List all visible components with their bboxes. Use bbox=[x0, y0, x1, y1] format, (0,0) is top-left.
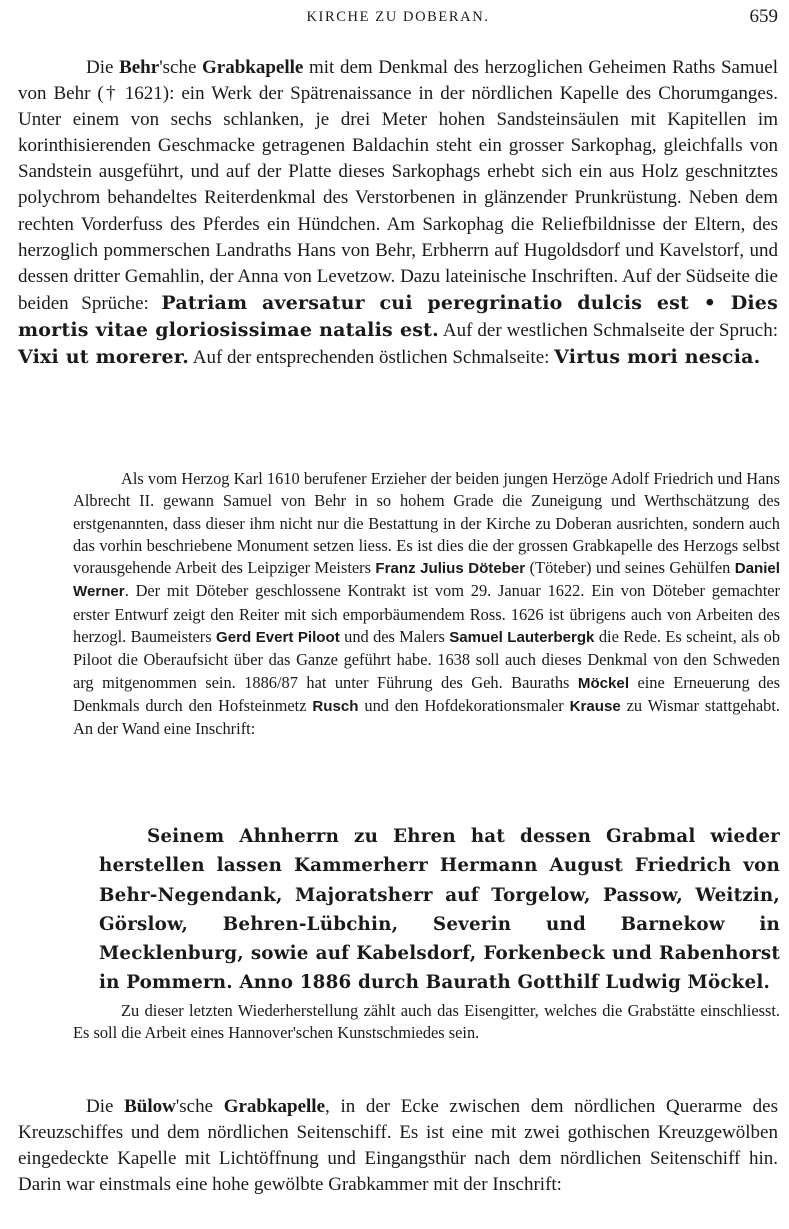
latin-motto-east: Virtus mori nescia. bbox=[554, 346, 761, 369]
page-header bbox=[18, 6, 778, 30]
term-grabkapelle: Grabkapelle bbox=[202, 57, 304, 78]
person-name: Franz Julius Döteber bbox=[375, 560, 526, 578]
family-name-behr: Behr bbox=[119, 57, 160, 78]
wall-inscription: Seinem Ahnherrn zu Ehren hat dessen Grabmal wieder herstellen lassen Kammerherr Hermann August Friedrich von Behr-Negendank, Majoratsherr auf Torgelow, Passow, Weitzin, Görslow, Behren-Lübchin, Severin und Barnekow in Mecklenburg, sowie auf Kabelsdorf, Forkenbeck und Rabenhorst in Pommern. Anno 1886 durch Baurath Gotthilf Ludwig Möckel. bbox=[99, 826, 780, 994]
running-title: KIRCHE ZU DOBERAN. bbox=[306, 9, 490, 25]
latin-motto-west: Vixi ut morerer. bbox=[18, 346, 190, 369]
latin-motto-south: Patriam aversatur cui peregrinatio dulcis est • Dies mortis vitae gloriosissimae natalis est. bbox=[18, 291, 778, 341]
person-name: Daniel Werner bbox=[73, 560, 780, 601]
person-name: Krause bbox=[569, 697, 621, 715]
paragraph-iron-fence: Zu dieser letzten Wiederherstellung zählt auch das Eisengitter, welches die Grabstätte einschliesst. Es soll die Arbeit eines Hannover'schen Kunstschmiedes sein. bbox=[73, 1001, 780, 1043]
paragraph-history: Als vom Herzog Karl 1610 berufener Erzieher der beiden jungen Herzöge Adolf Friedrich und Hans Albrecht II. gewann Samuel von Behr in so hohem Grade die Zuneigung und Werthschätzung des erstgenannten, dass dieser ihm nicht nur die Bestattung in der Kirche zu Doberan ausrichten, sondern auch das vorhin beschriebene Monument setzen liess. Es ist dies die der grossen Grabkapelle des Herzogs selbst vorausgehende Arbeit des Leipziger Meisters Franz Julius Döteber (Töteber) und seines Gehülfen Daniel Werner. Der mit Döteber geschlossene Kontrakt ist vom 29. Januar 1622. Ein von Döteber gemachter erster Entwurf zeigt den Reiter mit sich emporbäumendem Ross. 1626 ist übrigens auch von Arbeiten des herzogl. Baumeisters Gerd Evert Piloot und des Malers Samuel Lauterbergk die Rede. Es scheint, als ob Piloot die Oberaufsicht über das Ganze geführt habe. 1638 soll auch dieses Denkmal von den Schweden arg mitgenommen sein. 1886/87 hat unter Führung des Geh. Bauraths Möckel eine Erneuerung des Denkmals durch den Hofsteinmetz Rusch und den Hofdekorationsmaler Krause zu Wismar stattgehabt. An der Wand eine Inschrift: bbox=[73, 469, 781, 739]
person-name: Gerd Evert Piloot bbox=[216, 629, 340, 647]
family-name-buelow: Bülow bbox=[124, 1096, 176, 1117]
page-number: 659 bbox=[749, 6, 778, 27]
paragraph-behr-chapel: Die Behr'sche Grabkapelle mit dem Denkmal des herzoglichen Geheimen Raths Samuel von Behr († 1621): ein Werk der Spätrenaissance in der nördlichen Kapelle des Chorumganges. Unter einem von sechs schlanken, je drei Meter hohen Sandsteinsäulen mit Kapitellen im korinthisierenden Geschmacke getragenen Baldachin steht ein grosser Sarkophag, gleichfalls von Sandstein ausgeführt, und auf der Platte dieses Sarkophags erhebt sich ein aus Holz geschnitztes polychrom behandeltes Reiterdenkmal des Verstorbenen in glänzender Prunkrüstung. Neben dem rechten Vorderfuss des Pferdes ein Hündchen. Am Sarkophag die Reliefbildnisse der Eltern, des herzoglich pommerschen Landraths Hans von Behr, Erbherrn auf Hugoldsdorf und Kavelstorf, und dessen dritter Gemahlin, der Anna von Levetzow. Dazu lateinische Inschriften. Auf der Südseite die beiden Sprüche: Patriam aversatur cui peregrinatio dulcis est • Dies mortis vitae gloriosissimae natalis est. Auf der westlichen Schmalseite der Spruch: Vixi ut morerer. Auf der entsprechenden östlichen Schmalseite: Virtus mori nescia. bbox=[18, 57, 779, 369]
paragraph-buelow-chapel: Die Bülow'sche Grabkapelle, in der Ecke zwischen dem nördlichen Querarme des Kreuzschiffes und dem nördlichen Seitenschiff. Es ist eine mit zwei gothischen Kreuzgewölben eingedeckte Kapelle mit Lichtöffnung und Eingangsthür nach dem nördlichen Seitenschiff hin. Darin war einstmals eine hohe gewölbte Grabkammer mit der Inschrift: bbox=[18, 1096, 778, 1196]
term-grabkapelle: Grabkapelle bbox=[223, 1096, 326, 1117]
person-name: Samuel Lauterbergk bbox=[449, 629, 595, 647]
person-name: Rusch bbox=[312, 697, 359, 715]
person-name: Möckel bbox=[577, 674, 630, 692]
